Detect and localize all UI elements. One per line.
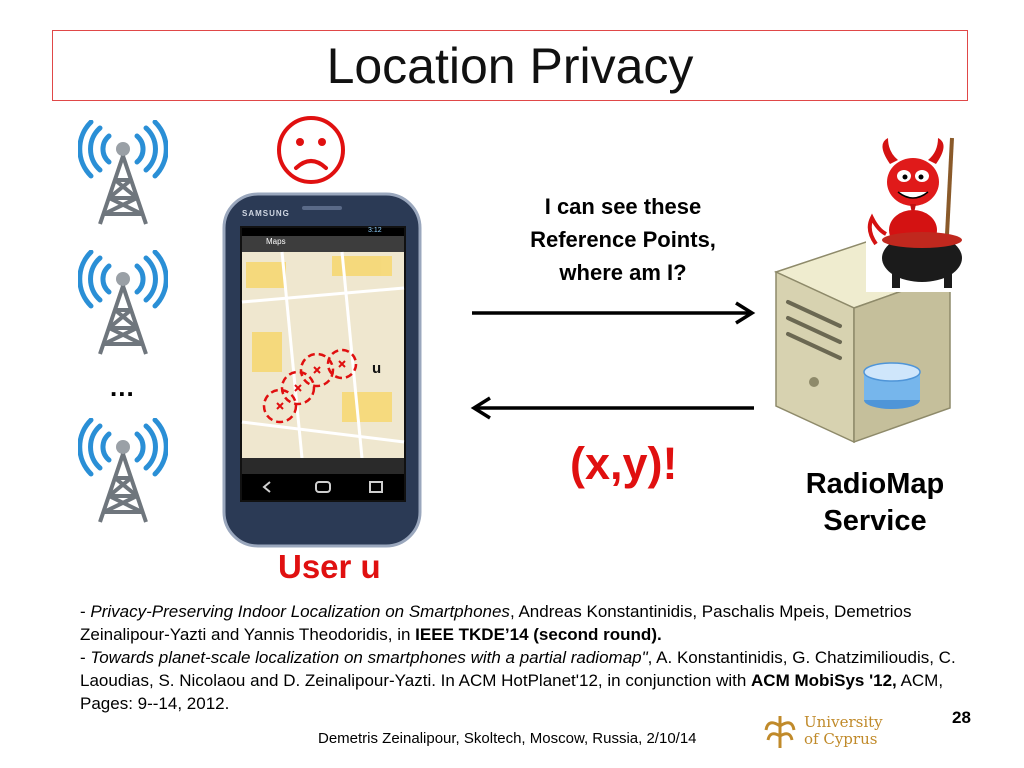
user-map-marker: u xyxy=(372,360,382,377)
service-line2: Service xyxy=(823,505,927,537)
user-label: User u xyxy=(278,548,381,585)
request-arrow-right xyxy=(466,298,760,328)
university-line1: University xyxy=(804,713,883,731)
title-box xyxy=(52,30,968,101)
page-number: 28 xyxy=(952,708,971,727)
reference-dash: - xyxy=(80,648,91,667)
maps-app-title: Maps xyxy=(266,237,286,246)
query-line: where am I? xyxy=(559,260,687,285)
phone-status-time: 3:12 xyxy=(368,227,382,234)
phone-brand: SAMSUNG xyxy=(242,209,290,218)
reference-tail: ACM, Pages: 9--14, 2012. xyxy=(80,671,944,713)
reference-title: Privacy-Preserving Indoor Localization on Smartphones xyxy=(90,602,510,621)
cell-tower-icon xyxy=(78,120,168,230)
sad-face-icon xyxy=(275,114,347,186)
reference-dash: - xyxy=(80,602,91,621)
university-emblem-icon xyxy=(762,712,798,750)
reference-title: Towards planet-scale localization on smartphones with a partial radiomap" xyxy=(90,648,648,667)
university-logo xyxy=(762,712,883,750)
query-line: I can see these xyxy=(544,194,702,219)
footer-text: Demetris Zeinalipour, Skoltech, Moscow, Russia, 2/10/14 xyxy=(318,730,697,747)
response-arrow-left xyxy=(466,393,760,423)
reference-item xyxy=(80,646,980,715)
cell-tower-icon xyxy=(78,250,168,360)
reference-item xyxy=(80,600,980,646)
service-line1: RadioMap xyxy=(805,468,945,500)
reference-venue: IEEE TKDE’14 (second round). xyxy=(415,625,662,644)
university-line2: of Cyprus xyxy=(804,730,878,748)
reference-authors: , A. Konstantinidis, G. Chatzimilioudis, C. Laoudias, S. Nicolaou and D. Zeinalipour-Yazti. In ACM HotPlanet'12, in conjunction with xyxy=(80,648,956,690)
query-text xyxy=(488,190,758,289)
reference-venue: ACM MobiSys '12, xyxy=(751,671,897,690)
references xyxy=(80,600,980,715)
slide-title: Location Privacy xyxy=(326,37,694,94)
more-towers-ellipsis: ... xyxy=(110,372,135,402)
smartphone xyxy=(222,192,422,548)
devil-attacker-icon xyxy=(866,134,970,292)
coordinates-response: (x,y)! xyxy=(570,438,678,489)
query-line: Reference Points, xyxy=(530,227,716,252)
radiomap-service-label xyxy=(780,466,970,540)
reference-authors: , Andreas Konstantinidis, Paschalis Mpeis, Demetrios Zeinalipour-Yazti and Yannis Theodoridis, in xyxy=(80,602,912,644)
cell-tower-icon xyxy=(78,418,168,528)
